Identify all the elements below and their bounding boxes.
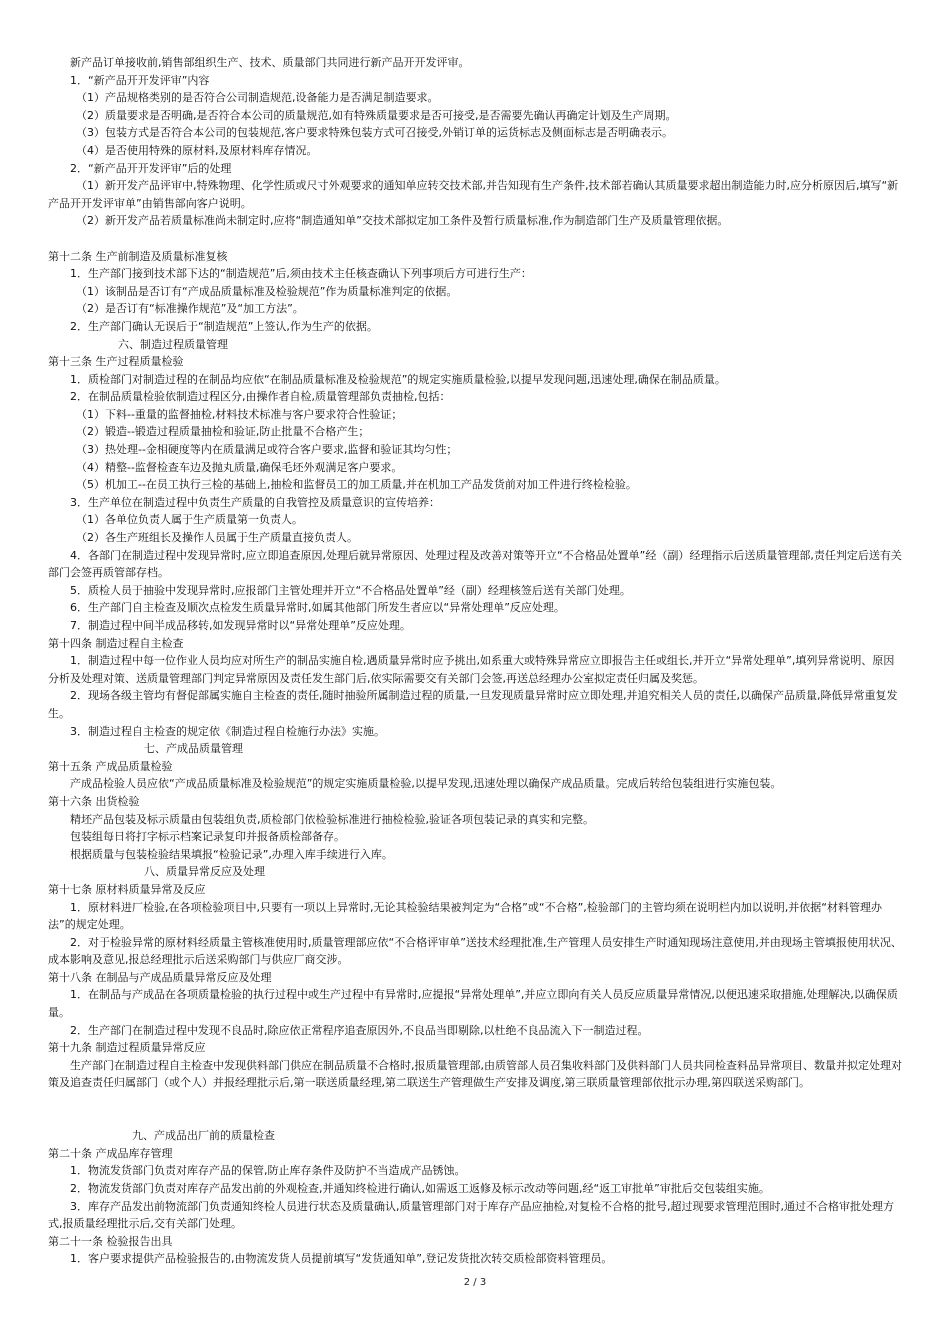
clause-item: 2．“新产品开开发评审”后的处理 — [70, 161, 232, 175]
sub-item: （1）产品规格类别的是否符合公司制造规范,设备能力是否满足制造要求。 — [76, 91, 439, 105]
sub-item: （3）热处理--金相硬度等内在质量满足或符合客户要求,监督和验证其均匀性； — [76, 443, 458, 457]
clause-item: 1．制造过程中每一位作业人员均应对所生产的制品实施自检,遇质量异常时应予挑出,如系重大或特殊异常应立即报告主任或组长,并开立“异常处理单”,填列异常说明、原因分析及处理对策、送质量管理部门判定异常原因及责任发生部门后,依实际需要交有关部门会签,再送总经理办公室拟定责任归属及奖惩。 — [48, 654, 895, 685]
section-heading: 九、产成品出厂前的质量检查 — [132, 1129, 275, 1143]
sub-item: （4）是否使用特殊的原材料,及原材料库存情况。 — [76, 143, 318, 157]
clause-item: 6．生产部门自主检查及顺次点检发生质量异常时,如属其他部门所发生者应以“异常处理单”反应处理。 — [70, 601, 565, 615]
sub-item: （1）下料--重量的监督抽检,材料技术标准与客户要求符合性验证； — [76, 407, 403, 421]
document-body — [48, 54, 904, 1268]
clause-item: 1．“新产品开开发评审”内容 — [70, 73, 210, 87]
blank-line — [48, 1110, 904, 1128]
article-heading: 第十五条 产成品质量检验 — [48, 759, 173, 773]
sub-item: （2）新开发产品若质量标准尚未制定时,应将“制造通知单”交技术部拟定加工条件及暂行质量标准,作为制造部门生产及质量管理依据。 — [76, 214, 729, 228]
clause-item: 2．生产部门在制造过程中发现不良品时,除应依正常程序追查原因外,不良品当即剔除,以杜绝不良品流入下一制造过程。 — [70, 1023, 649, 1037]
clause-item: 1．在制品与产成品在各项质量检验的执行过程中或生产过程中有异常时,应提报“异常处理单”,并应立即向有关人员反应质量异常情况,以便迅速采取措施,处理解决,以确保质量。 — [48, 988, 898, 1020]
clause-item: 3．制造过程自主检查的规定依《制造过程自检施行办法》实施。 — [70, 724, 385, 738]
paragraph: 产成品检验人员应依“产成品质量标准及检验规范”的规定实施质量检验,以提早发现,迅速处理以确保产成品质量。完成后转给包装组进行实施包装。 — [70, 777, 782, 791]
sub-item: （1）该制品是否订有“产成品质量标准及检验规范”作为质量标准判定的依据。 — [76, 284, 458, 298]
sub-item: （2）锻造--锻造过程质量抽检和验证,防止批量不合格产生； — [76, 425, 370, 439]
clause-item: 5．质检人员于抽验中发现异常时,应报部门主管处理并开立“不合格品处置单”经（副）经理核签后送有关部门处理。 — [70, 583, 631, 597]
clause-item: 2．物流发货部门负责对库存产品发出前的外观检查,并通知终检进行确认,如需返工返修及标示改动等问题,经“返工审批单”审批后交包装组实施。 — [70, 1182, 770, 1195]
clause-item: 2．对于检验异常的原材料经质量主管核准使用时,质量管理部应依“不合格评审单”送技术经理批准,生产管理人员安排生产时通知现场注意使用,并由现场主管填报使用状况、成本影响及意见,报总经理批示后送采购部门与供应厂商交涉。 — [48, 935, 902, 967]
page-number: 2 / 3 — [463, 1277, 487, 1288]
sub-item: （1）新开发产品评审中,特殊物理、化学性质或尺寸外观要求的通知单应转交技术部,并告知现有生产条件,技术部若确认其质量要求超出制造能力时,应分析原因后,填写“新产品开开发评审单”由销售部向客户说明。 — [48, 179, 899, 210]
section-heading: 七、产成品质量管理 — [144, 742, 243, 756]
clause-item: 4．各部门在制造过程中发现异常时,应立即追查原因,处理后就异常原因、处理过程及改善对策等开立“不合格品处置单”经（副）经理指示后送质量管理部,责任判定后送有关部门会签再质管部存档。 — [48, 548, 902, 580]
article-heading: 第十七条 原材料质量异常及反应 — [48, 882, 206, 896]
sub-item: （2）各生产班组长及操作人员属于生产质量直接负责人。 — [76, 531, 358, 545]
sub-item: （2）质量要求是否明确,是否符合本公司的质量规范,如有特殊质量要求是否可接受,是否需要先确认再确定计划及生产周期。 — [76, 108, 677, 122]
paragraph: 包装组每日将打字标示档案记录复印并报备质检部备存。 — [70, 830, 345, 844]
article-heading: 第二十条 产成品库存管理 — [48, 1146, 173, 1160]
clause-item: 2．现场各级主管均有督促部属实施自主检查的责任,随时抽验所属制造过程的质量,一旦发现质量异常时应立即处理,并追究相关人员的责任,以确保产品质量,降低异常重复发生。 — [48, 689, 898, 720]
section-heading: 六、制造过程质量管理 — [118, 337, 228, 351]
clause-item: 1．原材料进厂检验,在各项检验项目中,只要有一项以上异常时,无论其检验结果被判定为“合格”或“不合格”,检验部门的主管均须在说明栏内加以说明,并依据“材料管理办法”的规定处理。 — [48, 900, 882, 932]
clause-item: 2．生产部门确认无误后于“制造规范”上签认,作为生产的依据。 — [70, 319, 378, 333]
paragraph: 精坯产品包装及标示质量由包装组负责,质检部门依检验标准进行抽检检验,验证各项包装记录的真实和完整。 — [70, 812, 594, 826]
sub-item: （2）是否订有“标准操作规范”及“加工方法”。 — [76, 302, 304, 316]
clause-item: 1．物流发货部门负责对库存产品的保管,防止库存条件及防护不当造成产品锈蚀。 — [70, 1164, 466, 1178]
blank-line — [48, 1092, 904, 1110]
clause-item: 1．质检部门对制造过程的在制品均应依“在制品质量标准及检验规范”的规定实施质量检验,以提早发现问题,迅速处理,确保在制品质量。 — [70, 372, 726, 386]
sub-item: （4）精整--监督检查车边及抛丸质量,确保毛坯外观满足客户要求。 — [76, 460, 403, 474]
article-heading: 第二十一条 检验报告出具 — [48, 1234, 173, 1248]
article-heading: 第十三条 生产过程质量检验 — [48, 355, 184, 369]
section-heading: 八、质量异常反应及处理 — [144, 865, 265, 879]
sub-item: （5）机加工--在员工执行三检的基础上,抽检和监督员工的加工质量,并在机加工产品发货前对加工件进行终检检验。 — [76, 478, 637, 492]
clause-item: 1．客户要求提供产品检验报告的,由物流发货人员提前填写“发货通知单”,登记发货批次转交质检部资料管理员。 — [70, 1252, 613, 1266]
sub-item: （1）各单位负责人属于生产质量第一负责人。 — [76, 513, 303, 527]
article-heading: 第十八条 在制品与产成品质量异常反应及处理 — [48, 970, 272, 984]
article-heading: 第十二条 生产前制造及质量标准复核 — [48, 249, 228, 263]
blank-line — [48, 230, 904, 248]
article-heading: 第十六条 出货检验 — [48, 794, 140, 808]
clause-item: 7．制造过程中间半成品移转,如发现异常时以“异常处理单”反应处理。 — [70, 619, 411, 632]
clause-item: 2．在制品质量检验依制造过程区分,由操作者自检,质量管理部负责抽检,包括： — [70, 390, 451, 404]
article-heading: 第十九条 制造过程质量异常反应 — [48, 1041, 206, 1055]
paragraph: 生产部门在制造过程自主检查中发现供料部门供应在制品质量不合格时,报质量管理部,由质管部人员召集收料部门及供料部门人员共同检查料品异常项目、数量并拟定处理对策及追查责任归属部门（或个人）并报经理批示后,第一联送质量经理,第二联送生产管理做生产安排及调度,第三联质量管理部依批示办理,第四联送采购部门。 — [48, 1058, 902, 1090]
paragraph: 新产品订单接收前,销售部组织生产、技术、质量部门共同进行新产品开开发评审。 — [70, 56, 470, 69]
clause-item: 1．生产部门接到技术部下达的“制造规范”后,须由技术主任核查确认下列事项后方可进行生产： — [70, 267, 532, 281]
clause-item: 3．库存产品发出前物流部门负责通知终检人员进行状态及质量确认,质量管理部门对于库存产品应抽检,对复检不合格的批号,超过现要求管理范围时,通过不合格审批处理方式,报质量经理批示后,交有关部门处理。 — [48, 1199, 894, 1231]
sub-item: （3）包装方式是否符合本公司的包装规范,客户要求特殊包装方式可召接受,外销订单的运货标志及侧面标志是否明确表示。 — [76, 126, 673, 140]
paragraph: 根据质量与包装检验结果填报“检验记录”,办理入库手续进行入库。 — [70, 847, 393, 861]
clause-item: 3．生产单位在制造过程中负责生产质量的自我管控及质量意识的宣传培养： — [70, 495, 440, 509]
article-heading: 第十四条 制造过程自主检查 — [48, 636, 184, 650]
